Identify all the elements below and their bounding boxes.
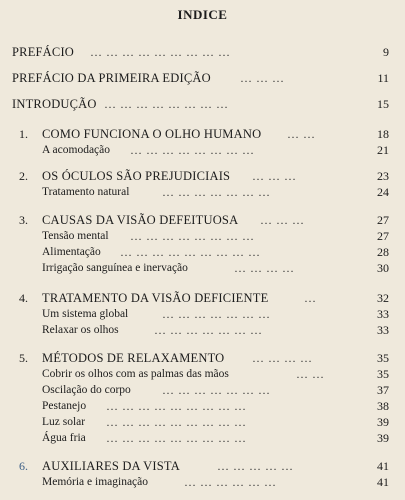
toc-entry-label: PREFÁCIO DA PRIMEIRA EDIÇÃO xyxy=(12,71,211,85)
toc-subentry xyxy=(12,414,392,430)
toc-entry-label: OS ÓCULOS SÃO PREJUDICIAIS xyxy=(42,169,231,183)
toc-entry xyxy=(12,44,392,60)
toc-leader-dots: … … … … … … … xyxy=(154,323,263,337)
toc-subentry xyxy=(12,306,392,322)
toc-page-number: 23 xyxy=(377,169,389,183)
toc-subentry xyxy=(12,244,392,260)
toc-leader-dots: … xyxy=(304,291,317,305)
toc-subentry xyxy=(12,430,392,446)
toc-page-number: 35 xyxy=(377,367,389,381)
toc-leader-dots: … … … … … … … xyxy=(162,307,271,321)
toc-entry-label: COMO FUNCIONA O OLHO HUMANO xyxy=(42,127,262,141)
toc-leader-dots: … … … … … … … … … xyxy=(120,245,261,259)
toc-page-number: 32 xyxy=(377,291,389,305)
toc-chapter xyxy=(12,458,392,474)
toc-leader-dots: … … … xyxy=(260,213,305,227)
toc-subentry xyxy=(12,382,392,398)
toc-leader-dots: … … … … … … … … xyxy=(130,229,255,243)
toc-page-number: 27 xyxy=(377,229,389,243)
toc-subentry xyxy=(12,184,392,200)
toc-entry xyxy=(12,96,392,112)
toc-subentry xyxy=(12,322,392,338)
chapter-number: 3. xyxy=(19,213,28,227)
toc-page-number: 24 xyxy=(377,185,389,199)
toc-leader-dots: … … … … … … … … … xyxy=(106,399,247,413)
toc-page-number: 28 xyxy=(377,245,389,259)
toc-subentry xyxy=(12,260,392,276)
toc-leader-dots: … … xyxy=(287,127,316,141)
toc-entry xyxy=(12,70,392,86)
toc-chapter xyxy=(12,212,392,228)
toc-entry-label: Alimentação xyxy=(42,246,101,258)
toc-page-number: 11 xyxy=(377,71,389,85)
toc-entry-label: Memória e imaginação xyxy=(42,476,149,488)
chapter-number: 2. xyxy=(19,169,28,183)
toc-entry-label: Tensão mental xyxy=(42,230,109,242)
toc-leader-dots: … … … xyxy=(252,169,297,183)
toc-entry-label: AUXILIARES DA VISTA xyxy=(42,459,180,473)
toc-subentry xyxy=(12,142,392,158)
toc-chapter xyxy=(12,168,392,184)
chapter-number: 5. xyxy=(19,351,28,365)
toc-entry-label: Cobrir os olhos com as palmas das mãos xyxy=(42,368,229,380)
chapter-number: 1. xyxy=(19,127,28,141)
toc-entry-label: Relaxar os olhos xyxy=(42,324,119,336)
toc-page-number: 15 xyxy=(377,97,389,111)
toc-leader-dots: … … … … … … … xyxy=(162,383,271,397)
toc-leader-dots: … … … … xyxy=(252,351,313,365)
toc-entry-label: INTRODUÇÃO xyxy=(12,97,97,111)
toc-leader-dots: … … … xyxy=(240,71,285,85)
toc-entry-label: PREFÁCIO xyxy=(12,45,75,59)
toc-entry-label: CAUSAS DA VISÃO DEFEITUOSA xyxy=(42,213,239,227)
toc-leader-dots: … … xyxy=(296,367,325,381)
toc-entry-label: Tratamento natural xyxy=(42,186,130,198)
chapter-number: 4. xyxy=(19,291,28,305)
toc-entry-label: MÉTODOS DE RELAXAMENTO xyxy=(42,351,225,365)
toc-leader-dots: … … … … … … xyxy=(184,475,277,489)
toc-entry-label: TRATAMENTO DA VISÃO DEFICIENTE xyxy=(42,291,269,305)
toc-leader-dots: … … … … … … … … … xyxy=(90,45,231,59)
toc-entry-label: Irrigação sanguínea e inervação xyxy=(42,262,188,274)
toc-leader-dots: … … … … … … … … xyxy=(130,143,255,157)
toc-page-number: 9 xyxy=(383,45,389,59)
toc-leader-dots: … … … … … … … xyxy=(162,185,271,199)
toc-page-number: 30 xyxy=(377,261,389,275)
toc-page-number: 41 xyxy=(377,459,389,473)
toc-leader-dots: … … … … … xyxy=(217,459,294,473)
toc-page-number: 21 xyxy=(377,143,389,157)
toc-leader-dots: … … … … … … … … xyxy=(104,97,229,111)
toc-page-number: 35 xyxy=(377,351,389,365)
toc-page-number: 39 xyxy=(377,431,389,445)
page-title: INDICE xyxy=(177,7,228,22)
toc-chapter xyxy=(12,290,392,306)
toc-page-number: 41 xyxy=(377,475,389,489)
toc-entry-label: Água fria xyxy=(42,432,86,444)
toc-chapter xyxy=(12,126,392,142)
toc-chapter xyxy=(12,350,392,366)
toc-subentry xyxy=(12,474,392,490)
toc-leader-dots: … … … … … … … … … xyxy=(106,431,247,445)
toc-page-number: 38 xyxy=(377,399,389,413)
toc-page-number: 33 xyxy=(377,307,389,321)
toc-entry-label: Um sistema global xyxy=(42,308,129,320)
toc-leader-dots: … … … … xyxy=(234,261,295,275)
toc-page-number: 39 xyxy=(377,415,389,429)
toc-page-number: 37 xyxy=(377,383,389,397)
toc-page-number: 33 xyxy=(377,323,389,337)
toc-entry-label: Pestanejo xyxy=(42,400,87,412)
toc-entry-label: A acomodação xyxy=(42,144,111,156)
toc-subentry xyxy=(12,398,392,414)
toc-entry-label: Oscilação do corpo xyxy=(42,384,131,396)
toc-entry-label: Luz solar xyxy=(42,416,86,428)
toc-leader-dots: … … … … … … … … … xyxy=(106,415,247,429)
chapter-number: 6. xyxy=(19,459,28,473)
toc-page-number: 27 xyxy=(377,213,389,227)
toc-subentry xyxy=(12,228,392,244)
toc-page-number: 18 xyxy=(377,127,389,141)
toc-subentry xyxy=(12,366,392,382)
